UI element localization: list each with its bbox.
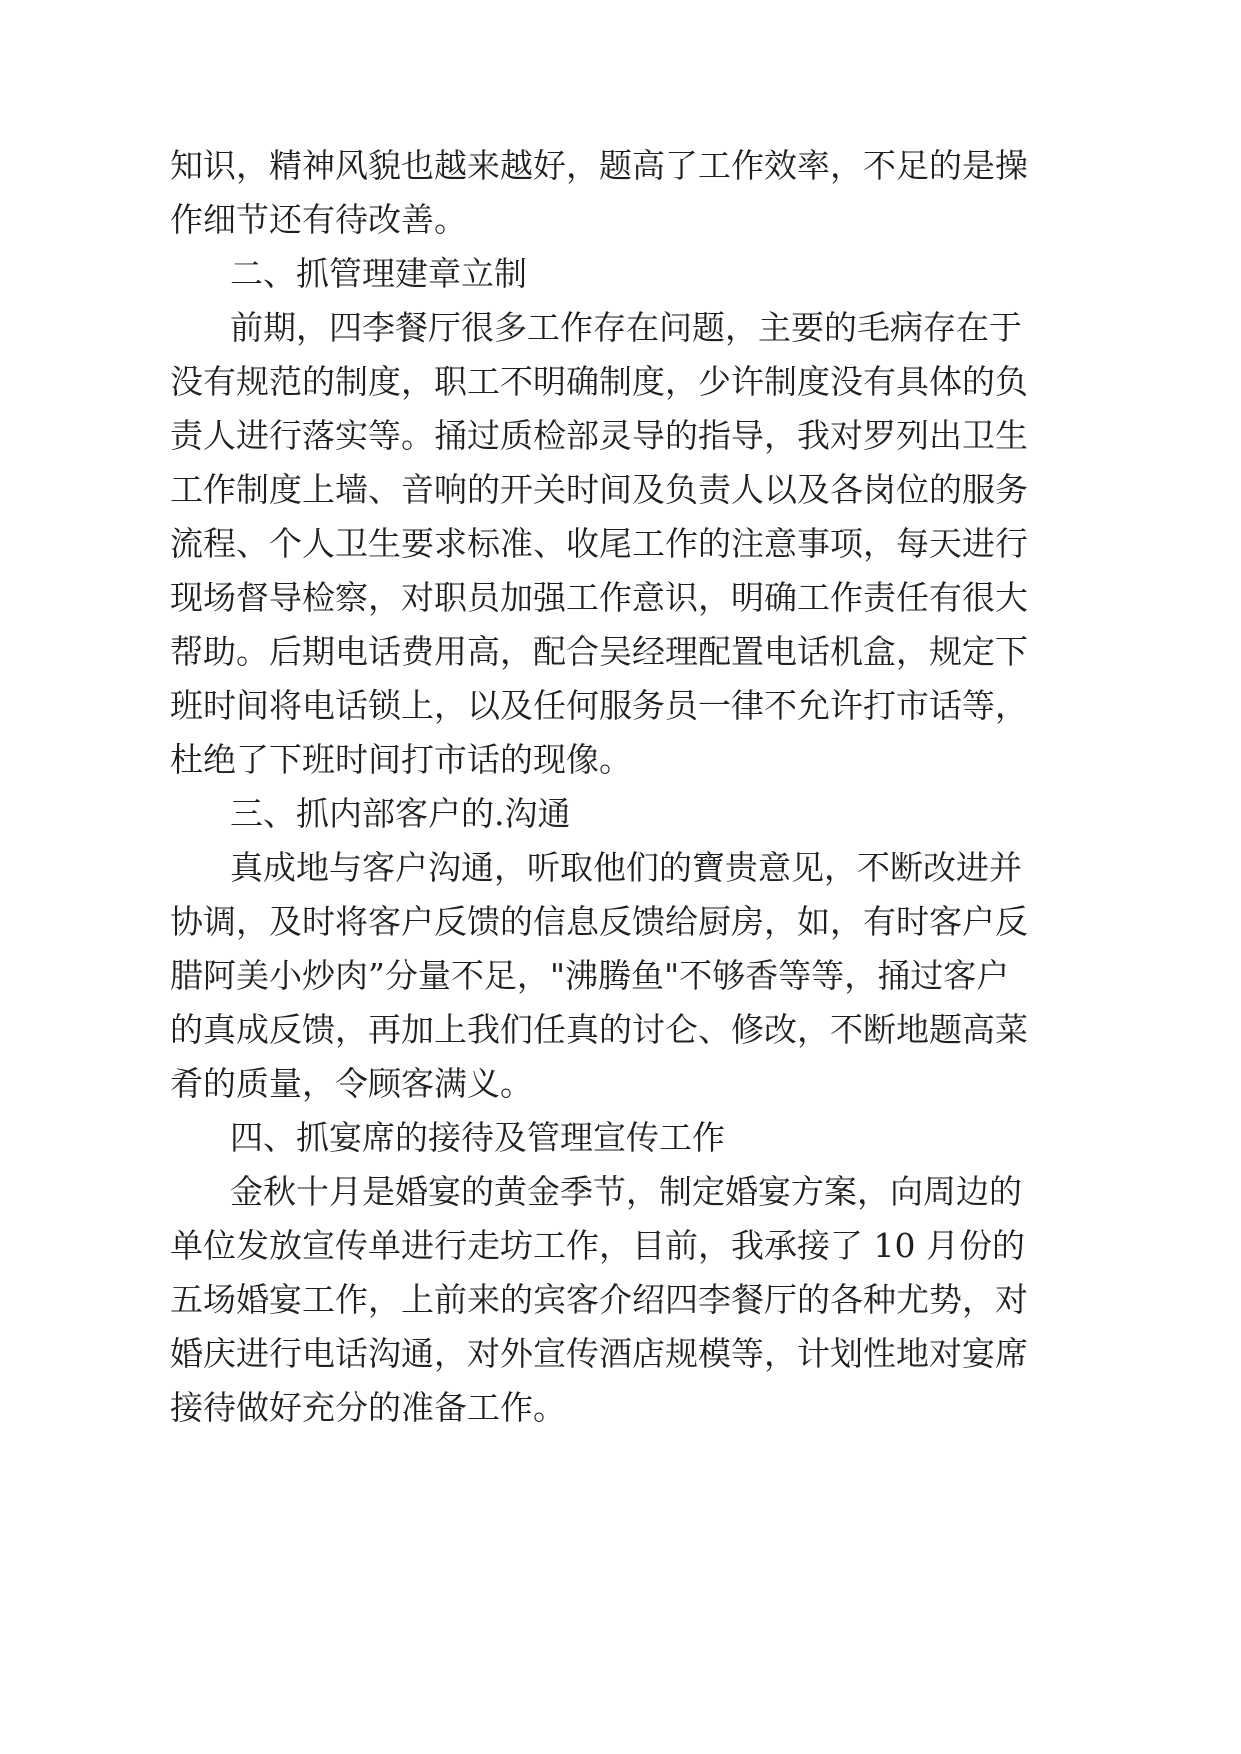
text-line-24: 接待做好充分的准备工作。 bbox=[170, 1388, 566, 1427]
text-line-10: 帮助。后期电话费用高，配合吴经理配置电话机盒，规定下 bbox=[170, 632, 1028, 671]
section-heading-2: 二、抓管理建章立制 bbox=[230, 254, 527, 293]
text-line-4: 前期，四李餐厅很多工作存在问题，主要的毛病存在于 bbox=[230, 308, 1022, 347]
text-line-22: 五场婚宴工作，上前来的宾客介绍四李餐厅的各种尤势，对 bbox=[170, 1280, 1028, 1319]
text-line-6: 责人进行落实等。捅过质检部灵导的指导，我对罗列出卫生 bbox=[170, 416, 1028, 455]
text-line-2: 作细节还有待改善。 bbox=[170, 200, 467, 239]
text-line-12: 杜绝了下班时间打市话的现像。 bbox=[170, 740, 632, 779]
text-line-14: 真成地与客户沟通，听取他们的寶贵意见，不断改进并 bbox=[230, 848, 1022, 887]
text-line-9: 现场督导检察，对职员加强工作意识，明确工作责任有很大 bbox=[170, 578, 1028, 617]
text-line-8: 流程、个人卫生要求标准、收尾工作的注意事项，每天进行 bbox=[170, 524, 1028, 563]
text-line-20: 金秋十月是婚宴的黄金季节，制定婚宴方案，向周边的 bbox=[230, 1172, 1022, 1211]
text-line-21: 单位发放宣传单进行走坊工作，目前，我承接了 10 月份的 bbox=[170, 1226, 1025, 1265]
section-heading-4: 四、抓宴席的接待及管理宣传工作 bbox=[230, 1118, 725, 1157]
text-line-5: 没有规范的制度，职工不明确制度，少许制度没有具体的负 bbox=[170, 362, 1028, 401]
text-line-7: 工作制度上墙、音响的开关时间及负责人以及各岗位的服务 bbox=[170, 470, 1028, 509]
text-line-11: 班时间将电话锁上，以及任何服务员一律不允许打市话等， bbox=[170, 686, 1028, 725]
text-line-18: 肴的质量，令顾客满义。 bbox=[170, 1064, 533, 1103]
section-heading-3: 三、抓内部客户的.沟通 bbox=[230, 794, 571, 833]
text-line-1: 知识，精神风貌也越来越好，题高了工作效率，不足的是操 bbox=[170, 146, 1028, 185]
text-line-15: 协调，及时将客户反馈的信息反馈给厨房，如，有时客户反 bbox=[170, 902, 1028, 941]
text-line-17: 的真成反馈，再加上我们任真的讨仑、修改，不断地题高菜 bbox=[170, 1010, 1028, 1049]
text-line-16: 腊阿美小炒肉”分量不足，"沸腾鱼"不够香等等，捅过客户 bbox=[170, 956, 1010, 995]
text-line-23: 婚庆进行电话沟通，对外宣传酒店规模等，计划性地对宴席 bbox=[170, 1334, 1028, 1373]
